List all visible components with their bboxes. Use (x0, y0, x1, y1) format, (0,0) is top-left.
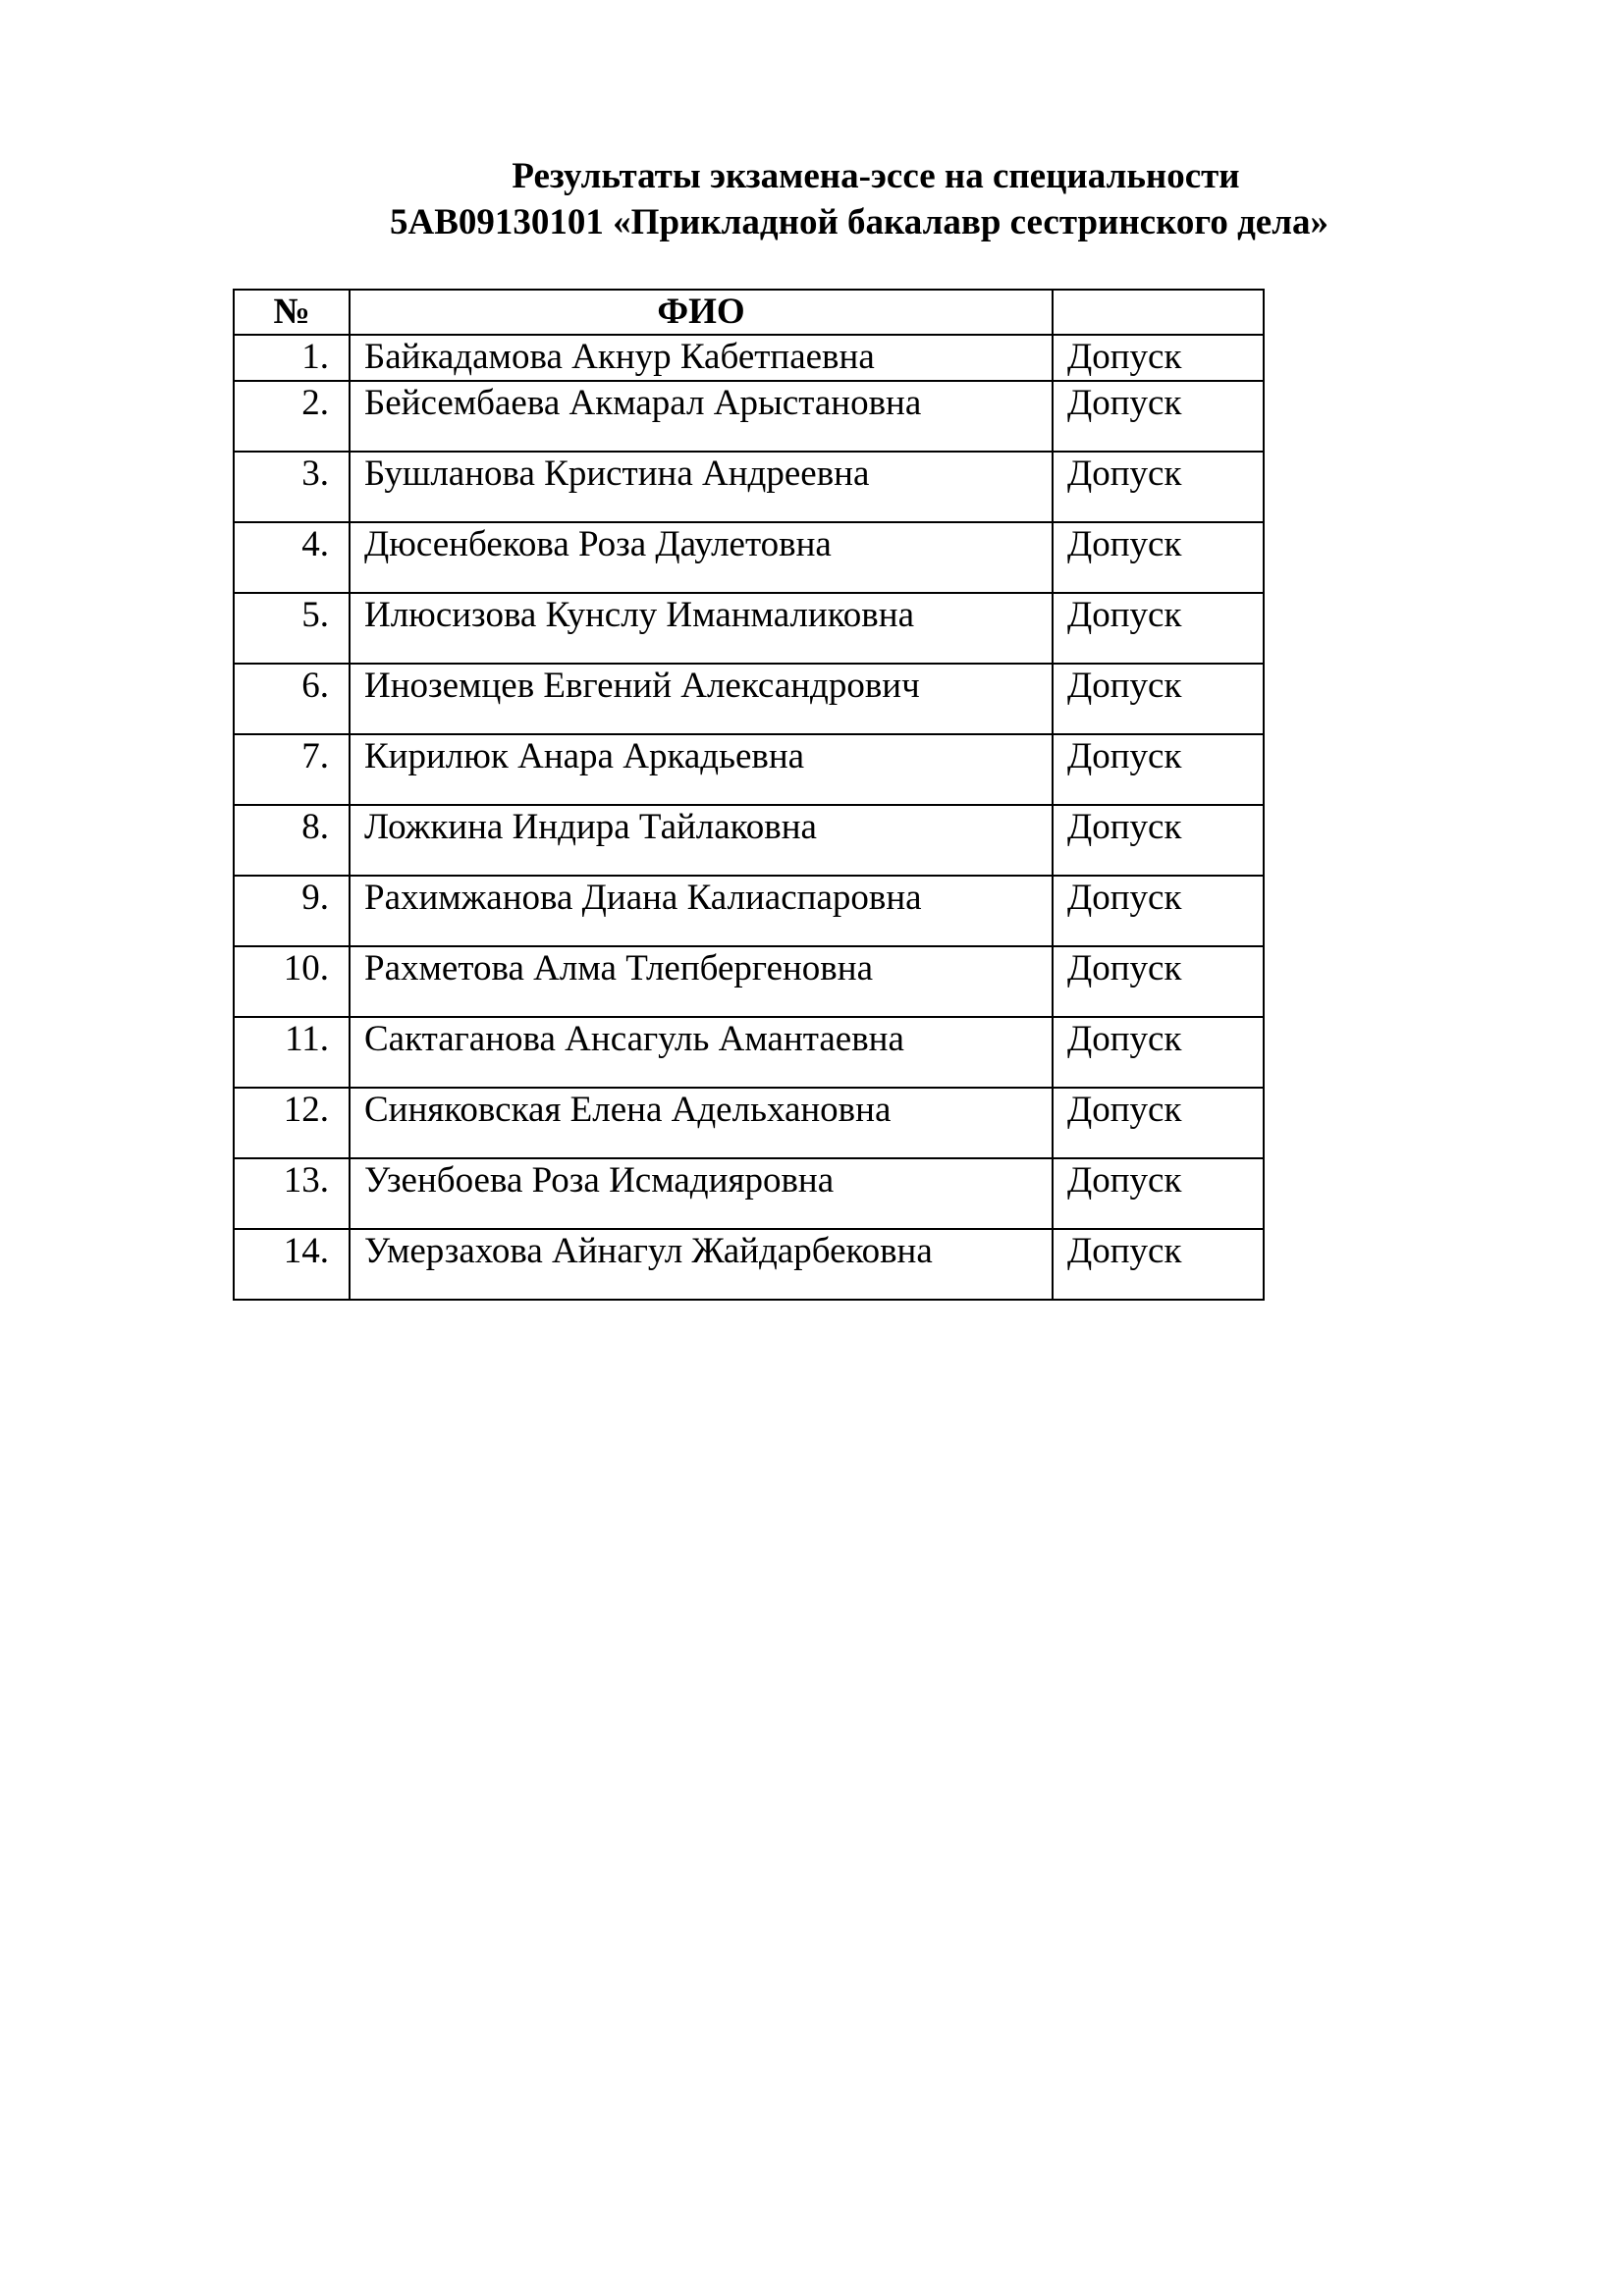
row-status: Допуск (1053, 335, 1264, 381)
row-number: 6. (234, 664, 350, 734)
row-status: Допуск (1053, 805, 1264, 876)
table-row (234, 1017, 1264, 1088)
table-row (234, 1158, 1264, 1229)
row-number: 11. (234, 1017, 350, 1088)
row-full-name: Бушланова Кристина Андреевна (350, 452, 1053, 522)
row-number: 1. (234, 335, 350, 381)
table-row (234, 1088, 1264, 1158)
row-number: 12. (234, 1088, 350, 1158)
row-full-name: Илюсизова Кунслу Иманмаликовна (350, 593, 1053, 664)
row-number: 4. (234, 522, 350, 593)
table-row (234, 522, 1264, 593)
table-row (234, 664, 1264, 734)
row-full-name: Ложкина Индира Тайлаковна (350, 805, 1053, 876)
row-status: Допуск (1053, 1017, 1264, 1088)
row-full-name: Дюсенбекова Роза Даулетовна (350, 522, 1053, 593)
table-row (234, 452, 1264, 522)
table-row (234, 593, 1264, 664)
document-title (0, 153, 1624, 245)
row-status: Допуск (1053, 664, 1264, 734)
row-number: 9. (234, 876, 350, 946)
table-row (234, 876, 1264, 946)
header-full-name: ФИО (350, 290, 1053, 335)
results-table (233, 289, 1265, 1301)
row-full-name: Синяковская Елена Адельхановна (350, 1088, 1053, 1158)
table-row (234, 946, 1264, 1017)
table-row (234, 335, 1264, 381)
title-line-2: 5AB09130101 «Прикладной бакалавр сестринского дела» (390, 202, 1328, 242)
row-number: 13. (234, 1158, 350, 1229)
row-status: Допуск (1053, 452, 1264, 522)
row-status: Допуск (1053, 593, 1264, 664)
row-full-name: Иноземцев Евгений Александрович (350, 664, 1053, 734)
row-status: Допуск (1053, 1088, 1264, 1158)
row-number: 5. (234, 593, 350, 664)
title-line-1: Результаты экзамена-эссе на специальности (512, 156, 1240, 196)
table-header-row (234, 290, 1264, 335)
row-full-name: Сактаганова Ансагуль Амантаевна (350, 1017, 1053, 1088)
row-number: 10. (234, 946, 350, 1017)
row-full-name: Узенбоева Роза Исмадияровна (350, 1158, 1053, 1229)
row-status: Допуск (1053, 946, 1264, 1017)
header-status (1053, 290, 1264, 335)
row-number: 14. (234, 1229, 350, 1300)
row-status: Допуск (1053, 734, 1264, 805)
table-row (234, 805, 1264, 876)
row-number: 7. (234, 734, 350, 805)
row-number: 8. (234, 805, 350, 876)
row-status: Допуск (1053, 1229, 1264, 1300)
row-status: Допуск (1053, 522, 1264, 593)
table-row (234, 1229, 1264, 1300)
row-number: 2. (234, 381, 350, 452)
row-status: Допуск (1053, 381, 1264, 452)
row-full-name: Рахметова Алма Тлепбергеновна (350, 946, 1053, 1017)
row-number: 3. (234, 452, 350, 522)
row-full-name: Бейсембаева Акмарал Арыстановна (350, 381, 1053, 452)
table-row (234, 734, 1264, 805)
row-full-name: Умерзахова Айнагул Жайдарбековна (350, 1229, 1053, 1300)
row-full-name: Кирилюк Анара Аркадьевна (350, 734, 1053, 805)
header-number: № (234, 290, 350, 335)
row-status: Допуск (1053, 876, 1264, 946)
table-row (234, 381, 1264, 452)
row-status: Допуск (1053, 1158, 1264, 1229)
row-full-name: Байкадамова Акнур Кабетпаевна (350, 335, 1053, 381)
row-full-name: Рахимжанова Диана Калиаспаровна (350, 876, 1053, 946)
